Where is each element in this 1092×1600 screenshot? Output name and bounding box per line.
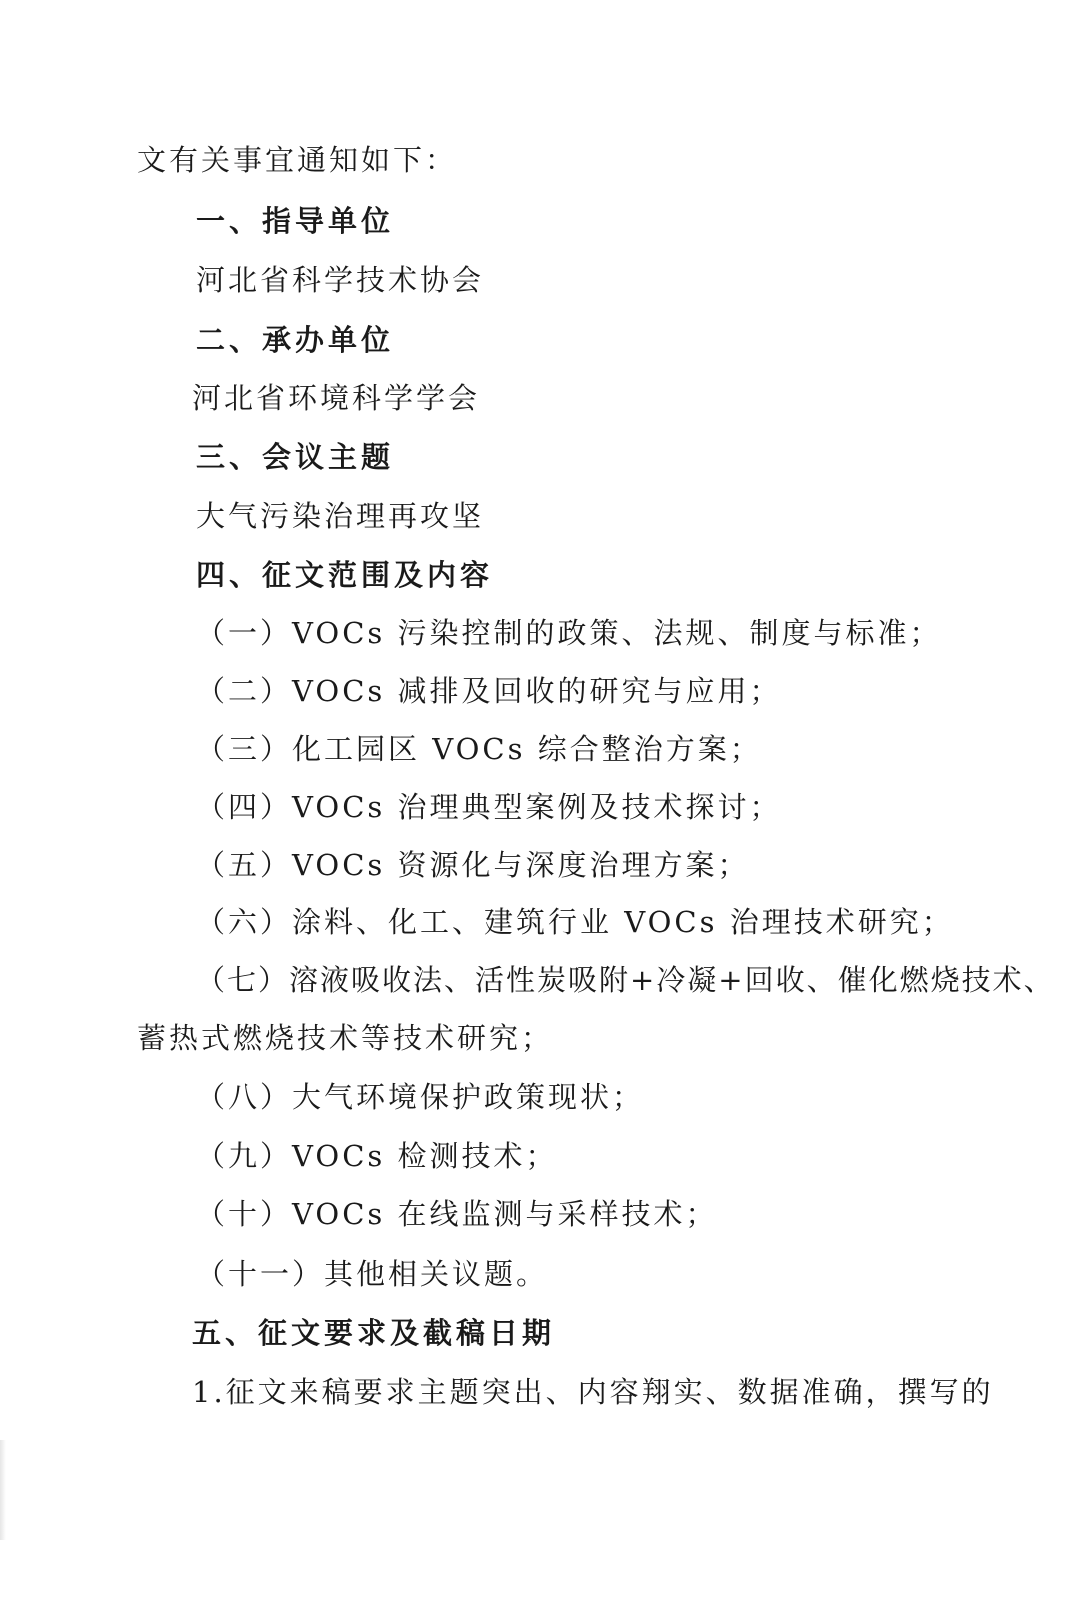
topic-item-7-continued: 蓄热式燃烧技术等技术研究； bbox=[137, 1021, 554, 1055]
section-content-organizer: 河北省环境科学学会 bbox=[192, 381, 481, 415]
section-heading-requirements: 五、征文要求及截稿日期 bbox=[192, 1316, 556, 1350]
topic-item-11: （十一）其他相关议题。 bbox=[196, 1257, 549, 1291]
section-heading-organizer: 二、承办单位 bbox=[196, 323, 395, 357]
intro-text: 文有关事宜通知如下： bbox=[137, 143, 458, 177]
requirement-item-1: 1.征文来稿要求主题突出、内容翔实、数据准确，撰写的 bbox=[192, 1375, 994, 1409]
topic-item-3: （三）化工园区 VOCs 综合整治方案； bbox=[196, 732, 762, 766]
topic-item-7: （七）溶液吸收法、活性炭吸附+冷凝+回收、催化燃烧技术、 bbox=[196, 963, 1055, 997]
topic-item-2: （二）VOCs 减排及回收的研究与应用； bbox=[196, 674, 782, 708]
section-content-guidance: 河北省科学技术协会 bbox=[196, 263, 485, 297]
section-heading-scope: 四、征文范围及内容 bbox=[196, 558, 494, 592]
scan-edge-shadow bbox=[0, 1440, 6, 1540]
topic-item-1: （一）VOCs 污染控制的政策、法规、制度与标准； bbox=[196, 616, 942, 650]
section-content-theme: 大气污染治理再攻坚 bbox=[196, 499, 485, 533]
topic-item-9: （九）VOCs 检测技术； bbox=[196, 1139, 558, 1173]
topic-item-5: （五）VOCs 资源化与深度治理方案； bbox=[196, 848, 750, 882]
topic-item-4: （四）VOCs 治理典型案例及技术探讨； bbox=[196, 790, 782, 824]
section-heading-guidance: 一、指导单位 bbox=[196, 204, 395, 238]
topic-item-6: （六）涂料、化工、建筑行业 VOCs 治理技术研究； bbox=[196, 905, 954, 939]
section-heading-theme: 三、会议主题 bbox=[196, 440, 395, 474]
topic-item-8: （八）大气环境保护政策现状； bbox=[196, 1080, 645, 1114]
topic-item-10: （十）VOCs 在线监测与采样技术； bbox=[196, 1197, 718, 1231]
